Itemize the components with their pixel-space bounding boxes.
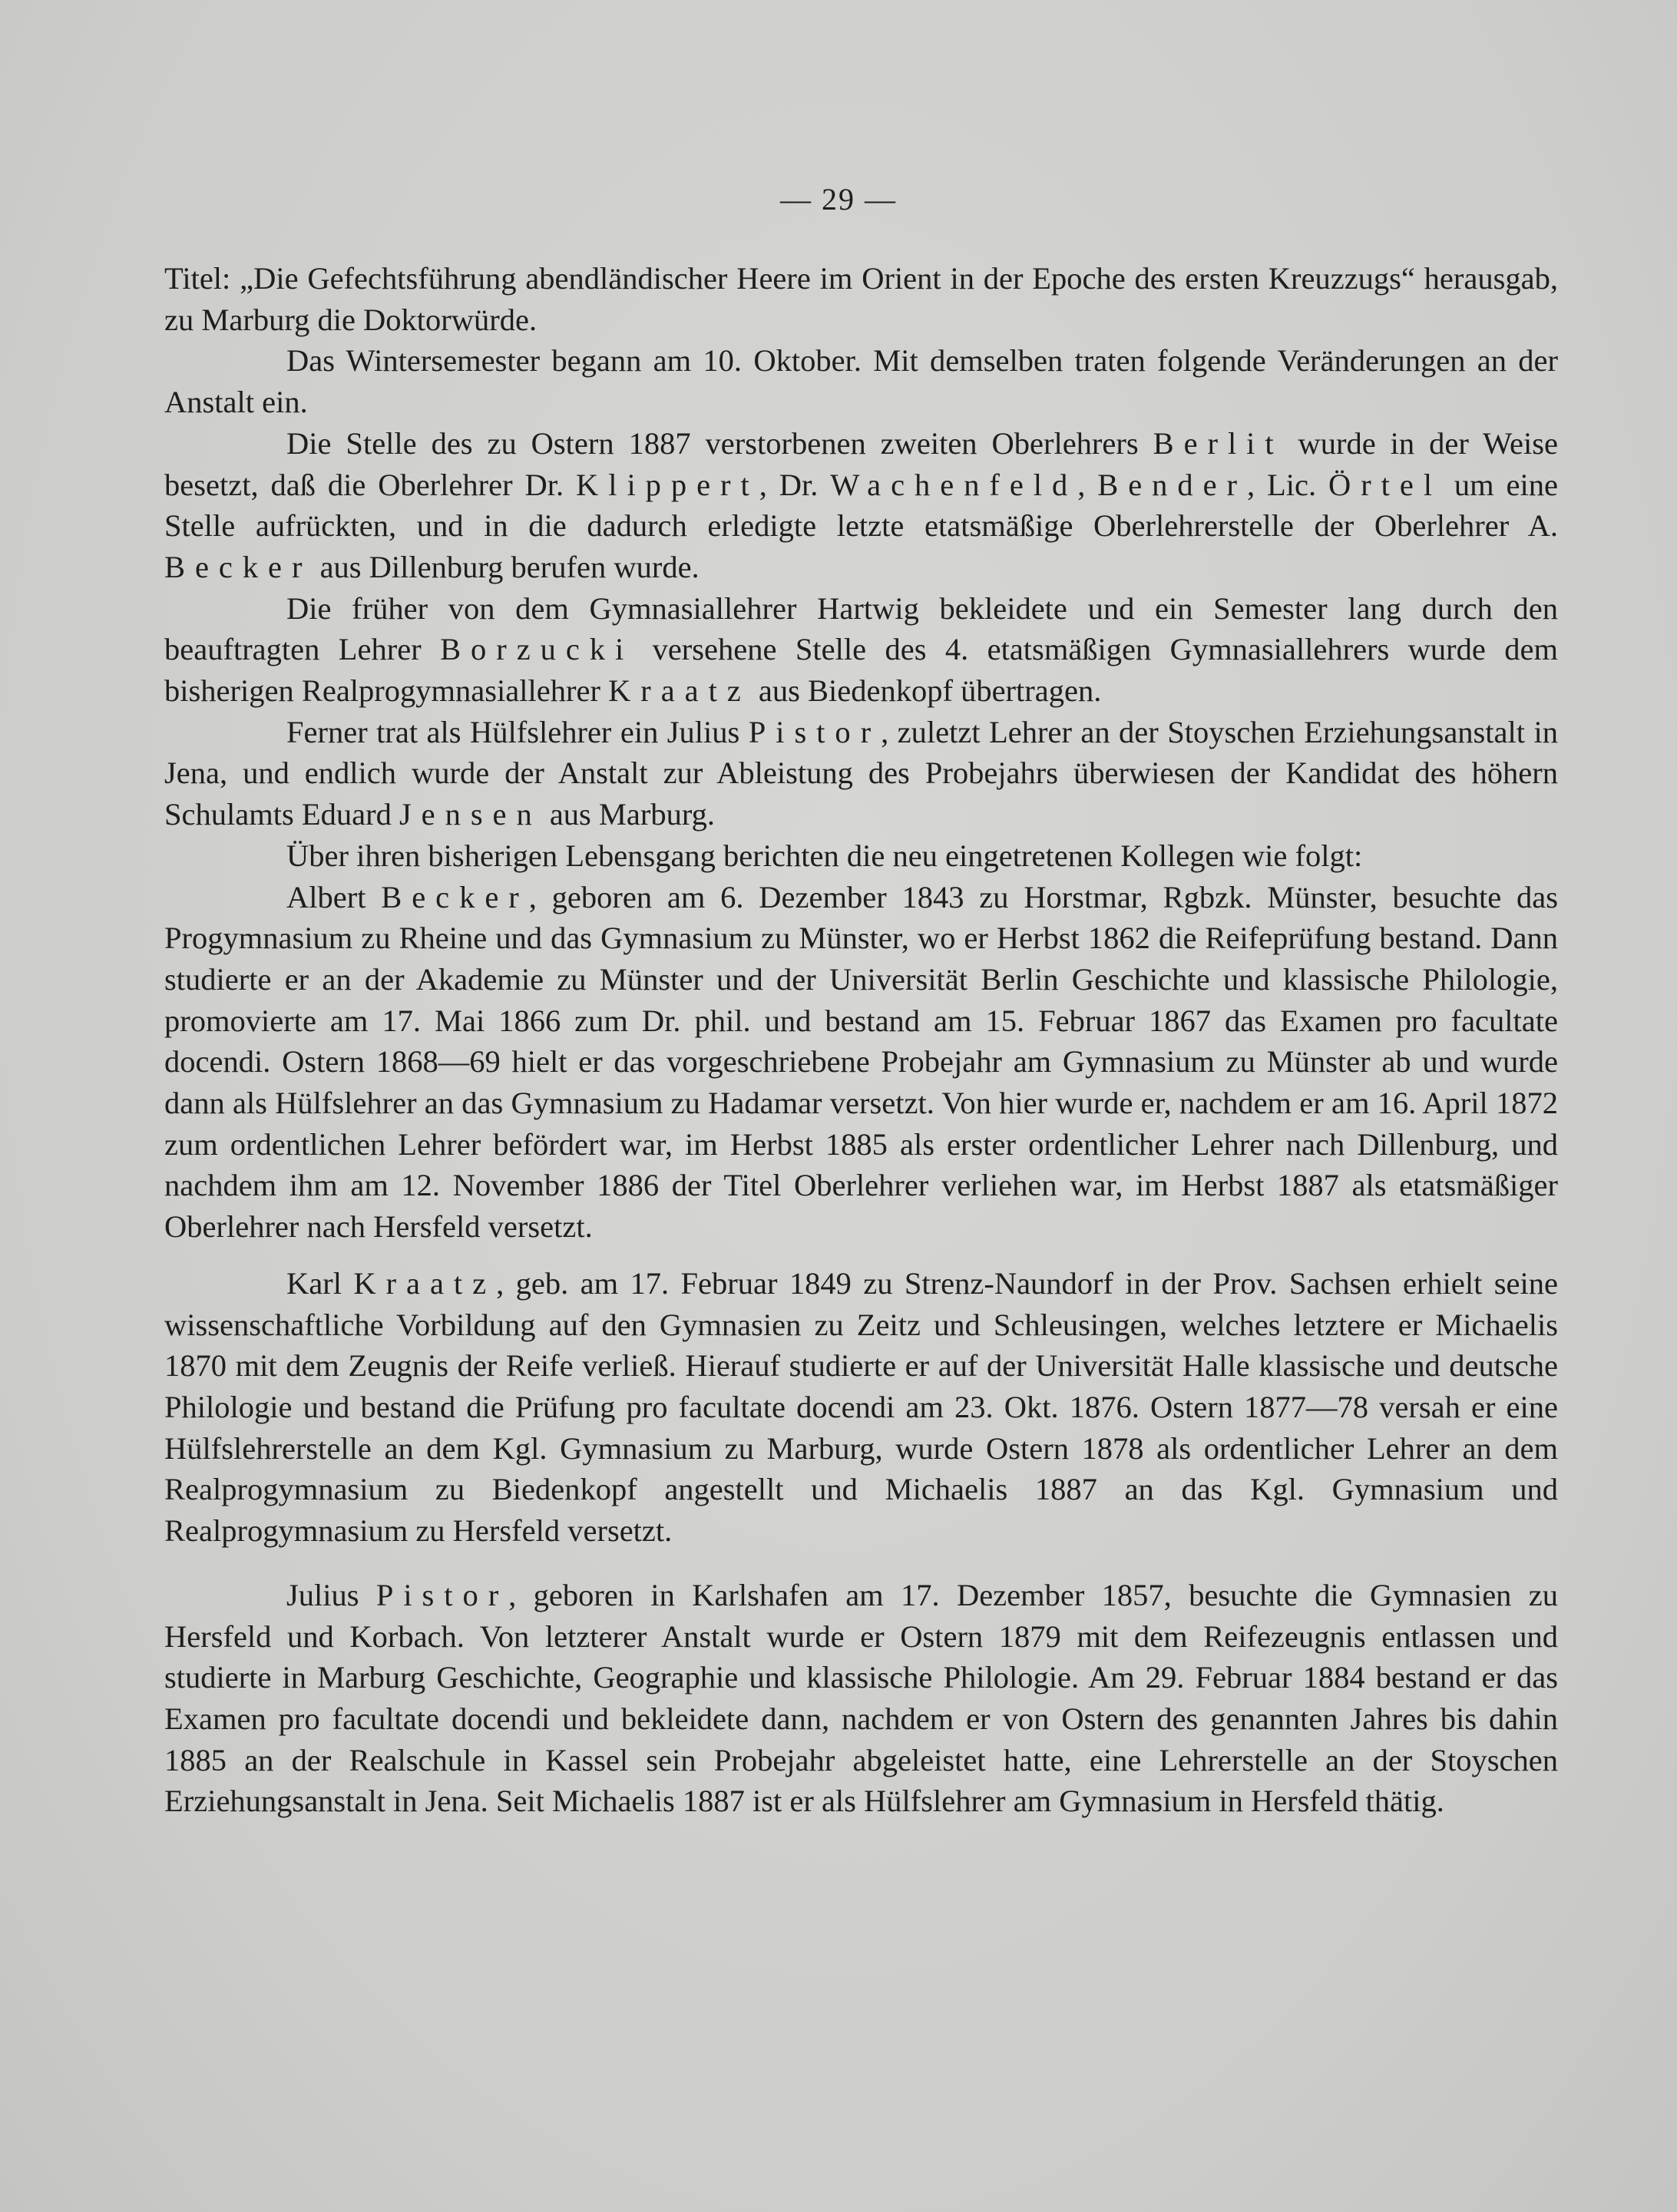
person-name: Pistor bbox=[748, 714, 882, 749]
paragraph-oberlehrer-stelle bbox=[164, 423, 1558, 588]
text-segment: Die Stelle des zu Ostern 1887 verstorbenen zweiten Oberlehrers bbox=[286, 425, 1153, 461]
text-segment: um eine Stelle aufrückten, und in die dadurch erledigte letzte etatsmäßige Oberlehrerstelle der Oberlehrer A. bbox=[164, 467, 1559, 544]
paragraph-wintersemester: Das Wintersemester begann am 10. Oktober. Mit demselben traten folgende Veränderungen an der Anstalt ein. bbox=[164, 343, 1558, 420]
person-name: Becker bbox=[164, 549, 313, 584]
text-segment: , Dr. bbox=[759, 467, 831, 502]
paragraph-biography-pistor bbox=[164, 1575, 1558, 1822]
person-name: Örtel bbox=[1328, 467, 1442, 502]
text-segment: , geboren am 6. Dezember 1843 zu Horstmar, Rgbzk. Münster, besuchte das Progymnasium zu Rheine und das Gymnasium zu Münster, wo er Herbst 1862 die Reifeprüfung bestand. Dann studierte er an der Akademie zu Münster und der Universität Berlin Geschichte und klassische Philologie, promovierte am 17. Mai 1866 zum Dr. phil. und bestand am 15. Februar 1867 das Examen pro facultate docendi. Ostern 1868—69 hielt er das vorgeschriebene Probejahr am Gymnasium zu Münster ab und wurde dann als Hülfslehrer an das Gymnasium zu Hadamar versetzt. Von hier wurde er, nachdem er am 16. April 1872 zum ordentlichen Lehrer befördert war, im Herbst 1885 als erster ordentlicher Lehrer nach Dillenburg, und nachdem ihm am 12. November 1886 der Titel Oberlehrer verliehen war, im Herbst 1887 als etatsmäßiger Oberlehrer nach Hersfeld versetzt. bbox=[164, 879, 1558, 1245]
text-segment: , geb. am 17. Februar 1849 zu Strenz-Naundorf in der Prov. Sachsen erhielt seine wissenschaftliche Vorbildung auf den Gymnasien zu Zeitz und Schleusingen, welches letztere er Michaelis 1870 mit dem Zeugnis der Reife verließ. Hierauf studierte er auf der Universität Halle klassische und deutsche Philologie und bestand die Prüfung pro facultate docendi am 23. Okt. 1876. Ostern 1877—78 versah er eine Hülfslehrerstelle an dem Kgl. Gymnasium zu Marburg, wurde Ostern 1878 als ordentlicher Lehrer an dem Realprogymnasium zu Biedenkopf angestellt und Michaelis 1887 an das Kgl. Gymnasium und Realprogymnasium zu Hersfeld versetzt. bbox=[164, 1265, 1559, 1549]
text-segment: Die früher von dem Gymnasiallehrer Hartwig bekleidete und ein Semester lang durch den beauftragten Lehrer bbox=[164, 590, 1558, 667]
paragraph-huelfslehrer bbox=[164, 712, 1558, 835]
person-name: Klippert bbox=[576, 467, 759, 502]
paragraph-gymnasiallehrer-stelle bbox=[164, 588, 1558, 712]
text-segment: aus Marburg. bbox=[541, 797, 716, 832]
text-segment: , bbox=[1077, 467, 1098, 502]
person-name: Pistor bbox=[375, 1577, 509, 1612]
person-name: Becker bbox=[381, 879, 529, 914]
person-name: Borzucki bbox=[440, 632, 634, 667]
text-segment: wurde in der Weise besetzt, daß die Oberlehrer Dr. bbox=[164, 425, 1558, 502]
person-name: Kraatz bbox=[353, 1265, 497, 1301]
paragraph-biography-kraatz bbox=[164, 1263, 1558, 1552]
text-segment: , Lic. bbox=[1246, 467, 1328, 502]
paragraph-lebensgang-intro: Über ihren bisherigen Lebensgang berichten die neu eingetretenen Kollegen wie folgt: bbox=[286, 838, 1363, 873]
paragraph-dissertation-title: Titel: „Die Gefechtsführung abendländischer Heere im Orient in der Epoche des ersten Kreuzzugs“ herausgab, zu Marburg die Doktorwürde. bbox=[164, 261, 1558, 337]
text-segment: Karl bbox=[286, 1265, 354, 1301]
person-name: Wachenfeld bbox=[830, 467, 1078, 502]
page-number: — 29 — bbox=[780, 182, 897, 217]
text-segment: versehene Stelle des 4. etatsmäßigen Gymnasiallehrers wurde dem bisherigen Realprogymnasiallehrer bbox=[164, 632, 1559, 709]
person-name: Bender bbox=[1097, 467, 1247, 502]
text-segment: aus Dillenburg berufen wurde. bbox=[312, 549, 700, 584]
text-segment: Julius bbox=[286, 1577, 376, 1612]
person-name: Kraatz bbox=[608, 673, 751, 709]
text-segment: aus Biedenkopf übertragen. bbox=[750, 673, 1102, 709]
body-text bbox=[164, 258, 1558, 1822]
text-segment: , geboren in Karlshafen am 17. Dezember 1857, besuchte die Gymnasien zu Hersfeld und Korbach. Von letzterer Anstalt wurde er Ostern 1879 mit dem Reifezeugnis entlassen und studierte in Marburg Geschichte, Geographie und klassische Philologie. Am 29. Februar 1884 bestand er das Examen pro facultate docendi und bekleidete dann, nachdem er von Ostern des genannten Jahres bis dahin 1885 an der Realschule in Kassel sein Probejahr abgeleistet hatte, eine Lehrerstelle an der Stoyschen Erziehungsanstalt in Jena. Seit Michaelis 1887 ist er als Hülfslehrer am Gymnasium in Hersfeld thätig. bbox=[164, 1577, 1558, 1819]
paragraph-biography-becker bbox=[164, 877, 1558, 1248]
text-segment: , zuletzt Lehrer an der Stoyschen Erziehungsanstalt in Jena, und endlich wurde der Anstalt zur Ableistung des Probejahrs überwiesen der Kandidat des höhern Schulamts Eduard bbox=[164, 714, 1558, 832]
person-name: Berlit bbox=[1153, 425, 1284, 461]
person-name: Jensen bbox=[399, 797, 542, 832]
text-segment: Ferner trat als Hülfslehrer ein Julius bbox=[286, 714, 749, 749]
text-segment: Albert bbox=[286, 879, 382, 914]
